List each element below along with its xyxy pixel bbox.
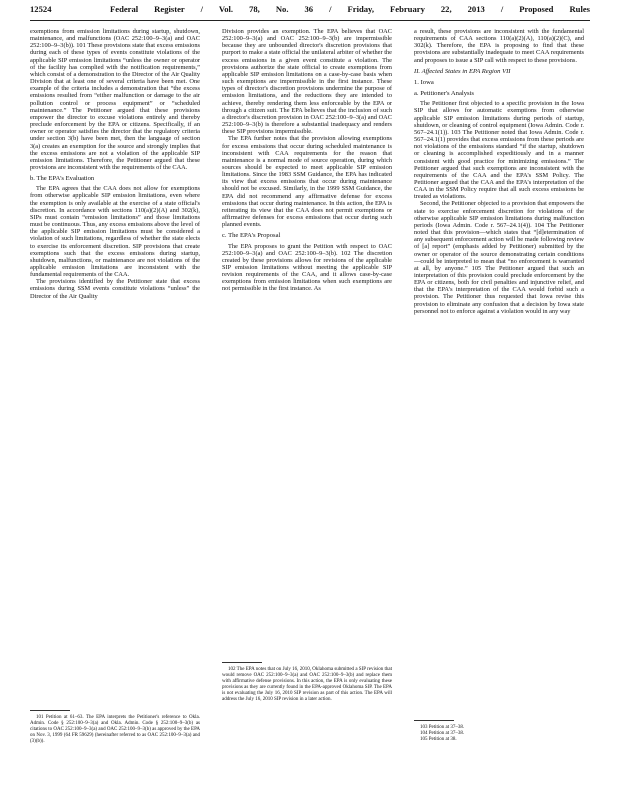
section-heading: c. The EPA's Proposal (222, 232, 281, 240)
column-1 (30, 28, 200, 744)
section-heading: b. The EPA's Evaluation (30, 175, 95, 183)
paragraph: exemptions from emission limitations during startup, shutdown, maintenance, and malfunctions (OAC 252:100–9–3(a) and OAC 252:100–9–3(b)). 101 These provisions state that excess emissions during each of these types of events constitute violations of the applicable SIP emission limitations “unless the owner or operator of the facility has complied with the notification requirements,” which consist of a demonstration to the Director of the Air Quality Division that at least one of several criteria have been met. One example of the criteria includes a demonstration that “the excess emissions resulted from “either malfunction or damage to the air pollution control or process equipment” or “scheduled maintenance.” The Petitioner argued that these provisions empower the director to excuse violations entirely and thereby preclude enforcement by the EPA or citizens. Specifically, if an owner or operator satisfies the director that the regulatory criteria under section 3(b) have been met, then the language of section 3(a) creates an exemption for the source and strongly implies that the excess emissions are not a violation of the applicable SIP emission limitations. Therefore, the Petitioner argued that these provisions are inconsistent with the requirements of the CAA. (30, 28, 200, 171)
subsection-heading: 1. Iowa (414, 78, 434, 86)
paragraph: The EPA proposes to grant the Petition with respect to OAC 252:100–9–3(a) and OAC 252:100–9–3(b). 102 The discretion created by these provisions allows for revisions of the applicable SIP emission limitations without meeting the applicable SIP revision requirements of the CAA, and it allows case-by-case exemptions from emission limitations when such exemptions are not permissible in the first instance. As (222, 242, 392, 293)
subsection-heading: a. Petitioner's Analysis (414, 90, 474, 98)
section-heading: II. Affected States in EPA Region VII (414, 67, 511, 75)
footnotes (30, 704, 200, 745)
column-2 (222, 28, 392, 702)
paragraph: Division provides an exemption. The EPA believes that OAC 252:100–9–3(a) and OAC 252:100–9–3(b) are impermissible because they are unbounded director's discretion provisions that purport to make a state official the unilateral arbiter of whether the excess emissions in a given event constitute a violation. The provisions authorize the state official to create exemptions from applicable SIP emission limitations on a case-by-case basis when such exemptions are impermissible in the first instance. These types of director's discretion provisions undermine the purpose of emission limitations, and the reductions they are intended to achieve, thereby rendering them less enforceable by the EPA or through a citizen suit. The EPA believes that the inclusion of such a director's discretion provision in OAC 252:100–9–3(a) and OAC 252:100–9–3(b) is therefore a substantial inadequacy and renders these SIP provisions impermissible. (222, 28, 392, 136)
column-3 (414, 28, 584, 742)
footnote-rule (30, 710, 70, 711)
paragraph: a result, these provisions are inconsistent with the fundamental requirements of CAA sections 110(a)(2)(A), 110(a)(2)(C), and 302(k). Therefore, the EPA is proposing to find that these provisions are substantially inadequate to meet CAA requirements and proposes to issue a SIP call with respect to these provisions. (414, 28, 584, 64)
footnote-rule (222, 662, 262, 663)
footnotes (222, 656, 392, 702)
header-rule (30, 20, 590, 21)
paragraph: Second, the Petitioner objected to a provision that empowers the state to exercise enforcement discretion for violations of the otherwise applicable SIP emission limitations during malfunction periods (Iowa Admin. Code r. 567–24.1(4)). 104 The Petitioner noted that this provision—which states that “[d]etermination of any subsequent enforcement action will be made following review of [a] report” (emphasis added by Petitioner) submitted by the owner or operator of the source demonstrating certain conditions—could be interpreted to mean that “no enforcement is warranted at all, by anyone.” 105 The Petitioner argued that such an interpretation of this provision could preclude enforcement by the EPA or citizens, both for civil penalties and injunctive relief, and that the EPA's interpretation of the CAA would forbid such a provision. The Petitioner thus requested that Iowa revise this provision to eliminate any confusion that a decision by Iowa state personnel not to enforce against a violation would in any way (414, 200, 584, 315)
footnote: 103 Petition at 37–38. (420, 725, 465, 730)
footnote: 104 Petition at 37–38. (420, 730, 465, 736)
footnote: 101 Petition at 61–63. The EPA interprets the Petitioner's reference to Okla. Admin. Code § 252:100–9–3(a) and Okla. Admin. Code § 252:100–9–3(b) as citations to OAC 252:100–9–3(a) and OAC 252:100–9–3(b) as approved by the EPA on Nov. 3, 1999 (64 FR 59629) (hereinafter referred to as OAC 252:100–9–3(a) and (3)(b)). (30, 715, 200, 744)
footnote: 102 The EPA notes that on July 16, 2010, Oklahoma submitted a SIP revision that would remove OAC 252:100–9–3(a) and OAC 252:100–9–3(b) and replace them with affirmative defense provisions. In this action, the EPA is only evaluating these provisions as they are currently found in the EPA-approved Oklahoma SIP. The EPA is not evaluating the July 16, 2010 SIP revision as part of this action. The EPA will address the July 16, 2010 SIP revision in a later action. (222, 667, 392, 702)
paragraph: The EPA further notes that the provision allowing exemptions for excess emissions that occur during scheduled maintenance is inconsistent with CAA requirements for the reason that maintenance is a normal mode of source operation, during which sources should be expected to meet applicable SIP emission limitations. Since the 1983 SSM Guidance, the EPA has indicated its view that excess emissions that occur during maintenance should not be excused. Similarly, in the 1999 SSM Guidance, the EPA did not recommend any affirmative defense for excess emissions that occur during maintenance. In this action, the EPA is reiterating its view that the CAA does not permit exemptions or affirmative defenses for excess emissions that occur during such planned events. (222, 135, 392, 229)
footnote: 105 Petition at 38. (420, 736, 457, 742)
page-number: 12524 (30, 4, 52, 14)
running-head: Federal Register / Vol. 78, No. 36 / Friday, February 22, 2013 / Proposed Rules (110, 4, 590, 14)
paragraph: The provisions identified by the Petitioner state that excess emissions during SSM events constitute violations “unless” the Director of the Air Quality (30, 278, 200, 300)
paragraph: The Petitioner first objected to a specific provision in the Iowa SIP that allows for automatic exemptions from otherwise applicable SIP emission limitations during periods of startup, shutdown, or cleaning of control equipment (Iowa Admin. Code r. 567–24.1(1)). 103 The Petitioner noted that Iowa Admin. Code r. 567–24.1(1) provides that excess emissions from these periods are not violations of the emissions standard “if the startup, shutdown or cleaning is accomplished expeditiously and in a manner consistent with good practice for minimizing emissions.” The Petitioner argued that such exemptions are inconsistent with the requirements of the CAA and the EPA's SSM Policy. The Petitioner argued that the CAA and the EPA's interpretation of the CAA in the SSM Policy require that all such excess emissions be treated as violations. (414, 100, 584, 201)
footnote-rule (414, 720, 454, 721)
paragraph: The EPA agrees that the CAA does not allow for exemptions from otherwise applicable SIP emission limitations, even where the exemption is only available at the exercise of a state official's discretion. In accordance with sections 110(a)(2)(A) and 302(k), SIPs must contain “emission limitations” and those limitations must be continuous. Thus, any excess emissions above the level of the applicable SIP emission limitations must be considered a violation of such limitations, regardless of whether the state elects to exercise its enforcement discretion. SIP provisions that create exemptions such that the excess emissions during startup, shutdown, malfunctions, or maintenance are not violations of the applicable emission limitations are inconsistent with the fundamental requirements of the CAA. (30, 185, 200, 279)
footnotes (414, 714, 584, 743)
